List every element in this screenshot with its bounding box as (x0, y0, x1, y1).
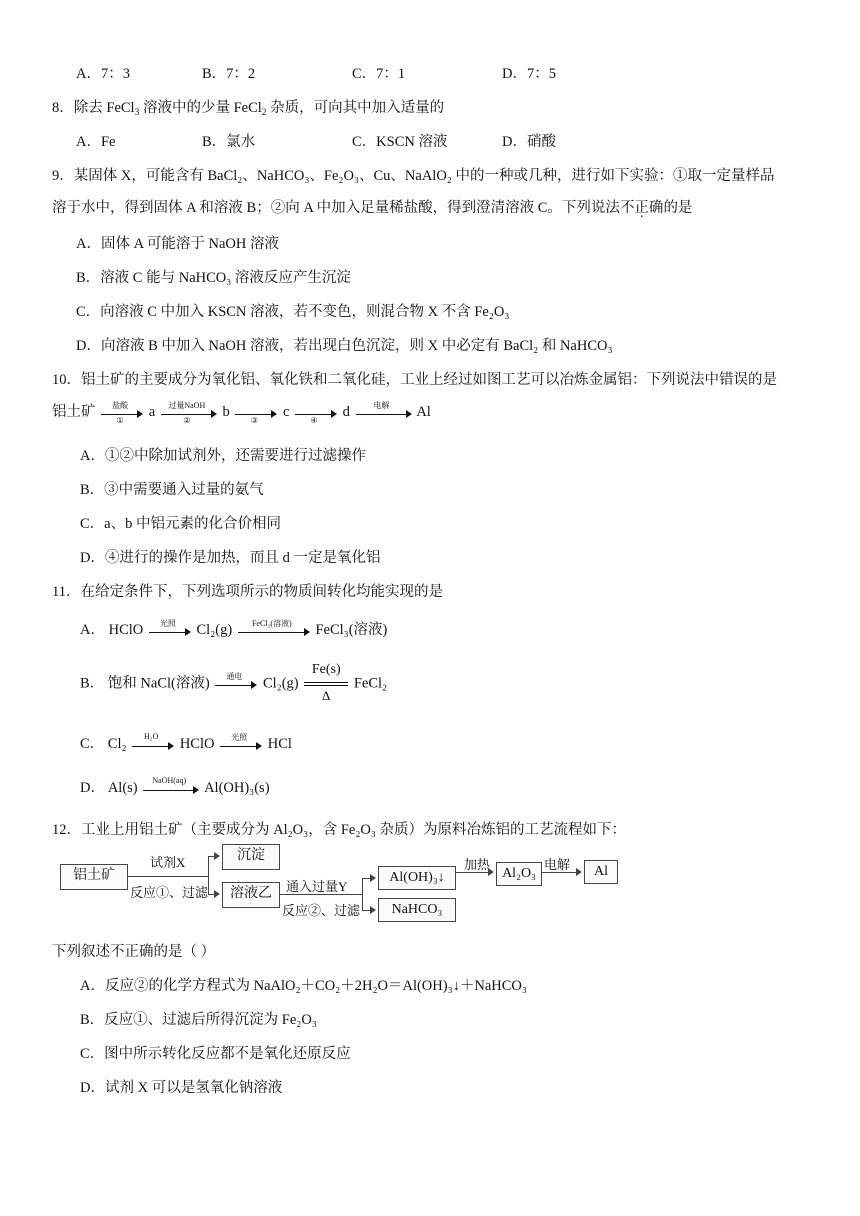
q7-option-d: D．7：5 (502, 66, 556, 82)
flow-step2-label: 反应②、过滤 (282, 903, 361, 918)
q9-option-b: B．溶液 C 能与 NaHCO₃ 溶液反应产生沉淀 (76, 270, 351, 286)
flow-heat-label: 加热 (464, 857, 491, 872)
flow-precipitate-box: 沉淀 (222, 844, 280, 870)
q10-arrow-4: ④ (295, 404, 337, 422)
q8-option-c: C．KSCN 溶液 (352, 134, 448, 150)
q11b-arrow-1: 通电 (215, 675, 257, 693)
q10-arrow-1: 盐酸 ① (101, 404, 143, 422)
q11-option-a: A． HClO 光照 Cl₂(g) FeCl₂(溶液) FeCl₃(溶液) (80, 618, 388, 638)
q11a-arrow-2: FeCl₂(溶液) (238, 622, 310, 640)
flow-aloh3-box: Al(OH)₃↓ (378, 866, 456, 890)
flow-electrolysis-label: 电解 (544, 857, 571, 872)
flow-step1-label: 反应①、过滤 (130, 885, 209, 900)
q10-arrow-5: 电解 (356, 404, 412, 422)
q11c-arrow-1: H₂O (132, 736, 174, 754)
q11c-arrow-2: 光照 (220, 736, 262, 754)
flow-ore-box: 铝土矿 (60, 864, 128, 890)
q8-option-b: B．氯水 (202, 134, 256, 150)
q9-option-d: D．向溶液 B 中加入 NaOH 溶液，若出现白色沉淀，则 X 中必定有 BaCl₂ 和 NaHCO₃ (76, 338, 613, 354)
q10-option-b: B．③中需要通入过量的氨气 (80, 482, 264, 498)
q11-option-d: D． Al(s) NaOH(aq) Al(OH)₃(s) (80, 775, 270, 796)
q9-option-c: C．向溶液 C 中加入 KSCN 溶液，若不变色，则混合物 X 不含 Fe₂O₃ (76, 304, 510, 320)
q10-flow: 铝土矿 盐酸 ① a 过量NaOH ② b ③ c ④ d 电解 Al (52, 400, 431, 425)
flow-al-box: Al (584, 860, 618, 884)
q10-arrow-3: ③ (235, 404, 277, 422)
q12-option-b: B．反应①、过滤后所得沉淀为 Fe₂O₃ (80, 1012, 317, 1028)
q9-emphasis: 不正确 (619, 200, 664, 216)
q7-option-b: B．7：2 (202, 66, 256, 82)
q10-flow-start: 铝土矿 (52, 404, 96, 420)
q10-stem: 10．铝土矿的主要成分为氧化铝、氧化铁和二氧化硅，工业上经过如图工艺可以冶炼金属铝：下列说法中错误的是 (52, 372, 777, 388)
flow-solution-box: 溶液乙 (222, 882, 280, 908)
q12-option-c: C．图中所示转化反应都不是氧化还原反应 (80, 1046, 351, 1062)
q8-stem: 8．除去 FeCl$_3$ 溶液中的少量 FeCl$_2$ 杂质，可向其中加入适量的 (52, 100, 445, 118)
q7-option-a: A．7：3 (76, 66, 130, 82)
q11a-arrow-1: 光照 (149, 622, 191, 640)
q9-stem-line1: 9．某固体 X，可能含有 BaCl₂、NaHCO₃、Fe₂O₃、Cu、NaAlO₂ 中的一种或几种，进行如下实验：①取一定量样品 (52, 168, 775, 184)
q12-option-d: D．试剂 X 可以是氢氧化钠溶液 (80, 1080, 283, 1096)
q12-option-a: A．反应②的化学方程式为 NaAlO₂＋CO₂＋2H₂O＝Al(OH)₃↓＋NaHCO₃ (80, 978, 527, 994)
q10-option-d: D．④进行的操作是加热，而且 d 一定是氧化铝 (80, 550, 381, 566)
q8-option-a: A．Fe (76, 134, 116, 150)
q11-option-b: B． 饱和 NaCl(溶液) 通电 Cl₂(g) $\frac{Fe(s)}{\Delta}$ FeCl₂ (80, 662, 388, 703)
q11b-equilibrium-sign: $\frac{Fe(s)}{\Delta}$ (304, 664, 348, 704)
q11-option-c: C． Cl₂ H₂O HClO 光照 HCl (80, 731, 292, 752)
q9-stem-line2: 溶于水中，得到固体 A 和溶液 B；②向 A 中加入足量稀盐酸，得到澄清溶液 C。下列说法不正确的是 (52, 196, 692, 217)
q10-arrow-2: 过量NaOH ② (161, 404, 217, 422)
q9-option-a: A．固体 A 可能溶于 NaOH 溶液 (76, 236, 279, 252)
flow-al2o3-box: Al₂O₃ (496, 862, 542, 886)
q8-option-d: D．硝酸 (502, 134, 556, 150)
q11-stem: 11．在给定条件下，下列选项所示的物质间转化均能实现的是 (52, 584, 443, 600)
flow-pass-label: 通入过量Y (286, 879, 348, 894)
flow-nahco3-box: NaHCO₃ (378, 898, 456, 922)
q12-flowchart (60, 850, 620, 924)
flow-reagent-label: 试剂X (150, 855, 186, 870)
q7-option-c: C．7：1 (352, 66, 406, 82)
q11d-arrow-1: NaOH(aq) (143, 780, 199, 798)
q10-option-a: A．①②中除加试剂外，还需要进行过滤操作 (80, 448, 366, 464)
q12-stem: 12．工业上用铝土矿（主要成分为 Al₂O₃，含 Fe₂O₃ 杂质）为原料冶炼铝的工艺流程如下： (52, 822, 627, 838)
q10-option-c: C．a、b 中铝元素的化合价相同 (80, 516, 281, 532)
q12-question: 下列叙述不正确的是（ ） (52, 944, 216, 960)
